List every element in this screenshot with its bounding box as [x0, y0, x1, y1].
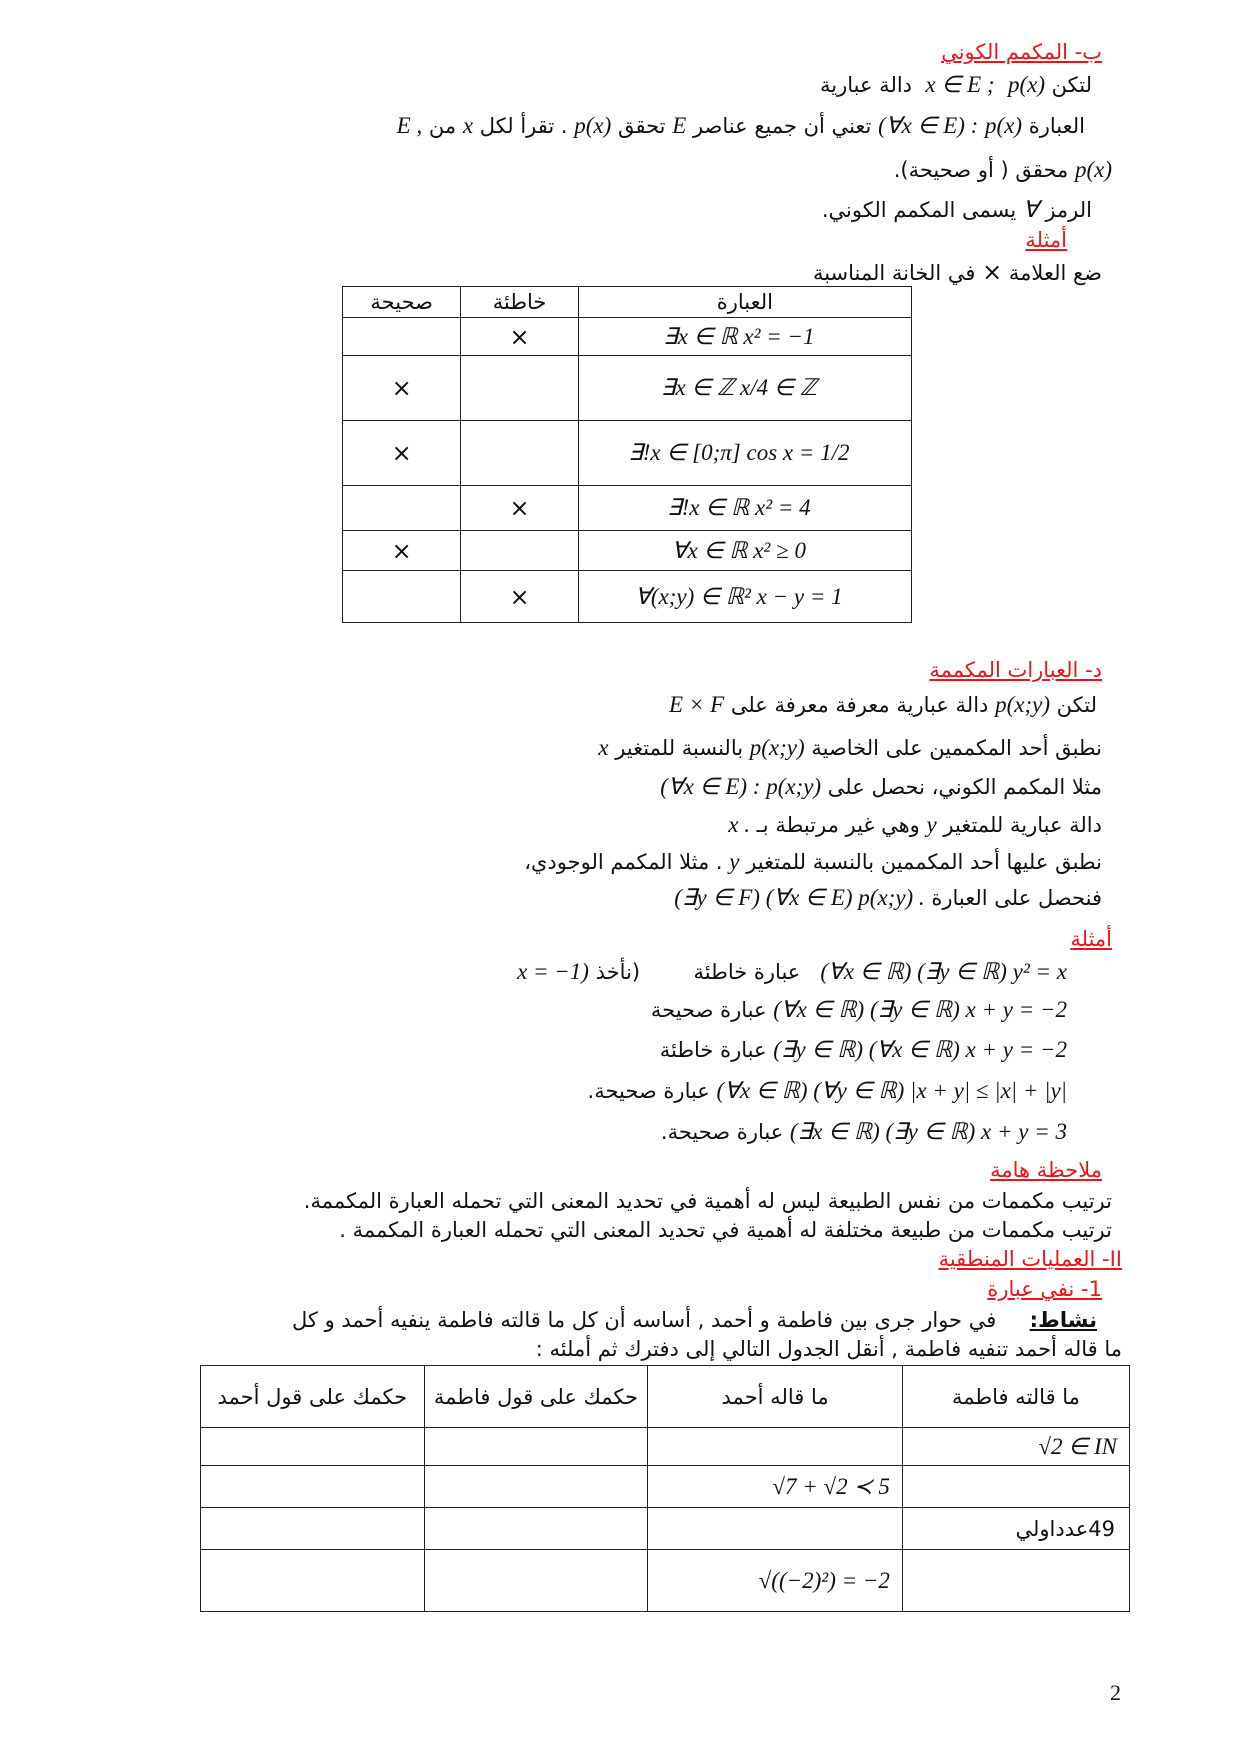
forall-symbol: ∀ [1022, 197, 1039, 222]
remark-line-2: ترتيب مكممات من طبيعة مختلفة له أهمية في تحديد المعنى التي تحمله العبارة المكممة . [339, 1218, 1112, 1242]
cell-statement: ∃x ∈ ℤ x/4 ∈ ℤ [578, 356, 911, 421]
text: . تقرأ لكل [479, 114, 568, 138]
cell-true [343, 571, 461, 623]
activity-line-2: ما قاله أحمد تنفيه فاطمة , أنقل الجدول التالي إلى دفترك ثم أملئه : [535, 1337, 1122, 1361]
text: عبارة صحيحة. [660, 1120, 784, 1144]
cell-fatima: √2 ∈ IN [902, 1428, 1129, 1466]
table-row [201, 1508, 1130, 1550]
remark-title: ملاحظة هامة [990, 1158, 1102, 1182]
activity-label: نشاط: [1029, 1308, 1097, 1332]
text: نطبق عليها أحد المكممين بالنسبة للمتغير [746, 850, 1102, 874]
math: p(x) [574, 113, 612, 138]
text: . مثلا المكمم الوجودي، [524, 850, 723, 874]
text: محقق ( أو صحيحة). [893, 158, 1069, 182]
cell-fatima [902, 1466, 1129, 1508]
cell-false [461, 421, 578, 486]
example-3 [660, 1035, 1067, 1065]
header-ahmed: ما قاله أحمد [648, 1366, 903, 1428]
section-b-title: ب- المكمم الكوني [941, 40, 1102, 64]
activity-line-1 [292, 1305, 1097, 1335]
text: لتكن [1051, 73, 1092, 97]
examples-1-instruction [813, 257, 1102, 288]
cell-true [343, 486, 461, 531]
math: y [729, 849, 740, 874]
math: (∃y ∈ F) (∀x ∈ E) p(x;y) . [674, 885, 925, 910]
section-b-line-3 [894, 155, 1112, 185]
cell-true: × [343, 356, 461, 421]
text: تعني أن جميع عناصر [692, 114, 872, 138]
text: عبارة خاطئة [659, 1038, 767, 1062]
table-row [201, 1550, 1130, 1612]
math: p(x) [1007, 72, 1045, 97]
text: يسمى المكمم الكوني. [821, 198, 1017, 222]
text: العبارة [1028, 114, 1085, 138]
example-5 [661, 1117, 1067, 1147]
table-row [343, 571, 912, 623]
section-b-line-1 [820, 70, 1092, 100]
cell-judge-ahmed [201, 1550, 425, 1612]
header-fatima: ما قالته فاطمة [902, 1366, 1129, 1428]
section-d-line-4 [728, 810, 1102, 840]
header-judge-ahmed: حكمك على قول أحمد [201, 1366, 425, 1428]
math: p(x;y) [995, 692, 1050, 717]
header-statement: العبارة [578, 287, 911, 318]
header-true: صحيحة [343, 287, 461, 318]
cell-statement: ∃x ∈ ℝ x² = −1 [578, 318, 911, 356]
section-ii-title: II- العمليات المنطقية [938, 1247, 1122, 1271]
cell-fatima [902, 1550, 1129, 1612]
cell-true: × [343, 531, 461, 571]
text: عبارة صحيحة. [587, 1079, 710, 1103]
math: x ∈ E ; [925, 72, 995, 97]
math: (∀x ∈ E) : [878, 113, 979, 138]
cross-mark-icon: × [982, 258, 1003, 286]
cell-ahmed [648, 1508, 903, 1550]
examples-2-title: أمثلة [1070, 927, 1112, 951]
math: (∀x ∈ ℝ) (∀y ∈ ℝ) |x + y| ≤ |x| + |y| [716, 1078, 1067, 1103]
examples-1-title: أمثلة [1025, 228, 1067, 252]
cell-judge-ahmed [201, 1466, 425, 1508]
cell-true [343, 318, 461, 356]
cell-false: × [461, 318, 578, 356]
cell-false: × [461, 571, 578, 623]
text: في حوار جرى بين فاطمة و أحمد , أساسه أن كل ما قالته فاطمة ينفيه أحمد و كل [292, 1308, 997, 1332]
section-b-line-4 [822, 195, 1092, 225]
text: عبارة صحيحة [650, 998, 767, 1022]
text: دالة عبارية [820, 73, 913, 97]
cell-false: × [461, 486, 578, 531]
math: E [672, 113, 687, 138]
math: (∀x ∈ ℝ) (∃y ∈ ℝ) y² = x [820, 959, 1067, 984]
cell-false [461, 356, 578, 421]
cell-judge-fatima [424, 1508, 648, 1550]
math: p(x) [1074, 157, 1112, 182]
section-d-line-3 [660, 772, 1102, 802]
cell-statement: ∀(x;y) ∈ ℝ² x − y = 1 [578, 571, 911, 623]
math: x [462, 113, 474, 138]
header-judge-fatima: حكمك على قول فاطمة [424, 1366, 648, 1428]
cell-judge-fatima [424, 1466, 648, 1508]
text: فنحصل على العبارة [931, 886, 1102, 910]
table-row [343, 356, 912, 421]
text: دالة عبارية معرفة معرفة على [730, 693, 989, 717]
cell-judge-ahmed [201, 1428, 425, 1466]
cell-judge-ahmed [201, 1508, 425, 1550]
math: (∃y ∈ ℝ) (∀x ∈ ℝ) x + y = −2 [773, 1037, 1067, 1062]
text: الرمز [1045, 198, 1092, 222]
math: x . [728, 812, 750, 837]
text: في الخانة المناسبة [812, 261, 976, 285]
table-row [201, 1428, 1130, 1466]
negation-table [200, 1365, 1130, 1612]
math: x [598, 735, 609, 760]
example-4 [588, 1076, 1067, 1106]
math: E , [396, 113, 423, 138]
table-row [201, 1466, 1130, 1508]
text: (نأخذ [595, 960, 641, 984]
cell-statement: ∀x ∈ ℝ x² ≥ 0 [578, 531, 911, 571]
cell-true: × [343, 421, 461, 486]
section-d-line-1 [669, 690, 1097, 720]
text: لتكن [1056, 693, 1097, 717]
math: E × F [669, 692, 725, 717]
cell-statement: ∃!x ∈ [0;π] cos x = 1/2 [578, 421, 911, 486]
text: ضع العلامة [1008, 261, 1102, 285]
quantifier-table [342, 286, 912, 623]
section-d-title: د- العبارات المكممة [929, 658, 1102, 682]
text: مثلا المكمم الكوني، نحصل على [827, 775, 1102, 799]
cell-statement: ∃!x ∈ ℝ x² = 4 [578, 486, 911, 531]
cell-judge-fatima [424, 1550, 648, 1612]
cell-judge-fatima [424, 1428, 648, 1466]
cell-ahmed [648, 1428, 903, 1466]
example-2 [651, 995, 1067, 1025]
section-ii-subtitle: 1- نفي عبارة [987, 1277, 1102, 1301]
text: نطبق أحد المكممين على الخاصية [811, 736, 1102, 760]
text: من [428, 114, 457, 138]
cell-ahmed: √7 + √2 ≺ 5 [648, 1466, 903, 1508]
text: عبارة خاطئة [693, 960, 801, 984]
math: p(x) [985, 113, 1023, 138]
section-b-line-2 [397, 111, 1085, 141]
text: وهي غير مرتبطة بـ [756, 813, 920, 837]
section-d-line-2 [598, 733, 1102, 763]
table-row [343, 486, 912, 531]
math: (∃x ∈ ℝ) (∃y ∈ ℝ) x + y = 3 [789, 1119, 1067, 1144]
section-d-line-6 [674, 883, 1102, 913]
text: بالنسبة للمتغير [615, 736, 744, 760]
header-false: خاطئة [461, 287, 578, 318]
table-row [343, 318, 912, 356]
example-1 [517, 957, 1067, 987]
page-number: 2 [1110, 1680, 1121, 1705]
math: (∀x ∈ ℝ) (∃y ∈ ℝ) x + y = −2 [773, 997, 1067, 1022]
cell-ahmed: √((−2)²) = −2 [648, 1550, 903, 1612]
text: دالة عبارية للمتغير [943, 813, 1102, 837]
remark-line-1: ترتيب مكممات من نفس الطبيعة ليس له أهمية في تحديد المعنى التي تحمله العبارة المكممة. [303, 1189, 1112, 1213]
math: p(x;y) [749, 735, 805, 760]
section-d-line-5 [524, 847, 1102, 877]
table-row [343, 531, 912, 571]
cell-false [461, 531, 578, 571]
text: تحقق [617, 114, 666, 138]
math: x = −1) [517, 959, 589, 984]
math: y [926, 812, 937, 837]
table-row [343, 421, 912, 486]
math: (∀x ∈ E) : p(x;y) [660, 774, 822, 799]
cell-fatima: 49عدداولي [902, 1508, 1129, 1550]
